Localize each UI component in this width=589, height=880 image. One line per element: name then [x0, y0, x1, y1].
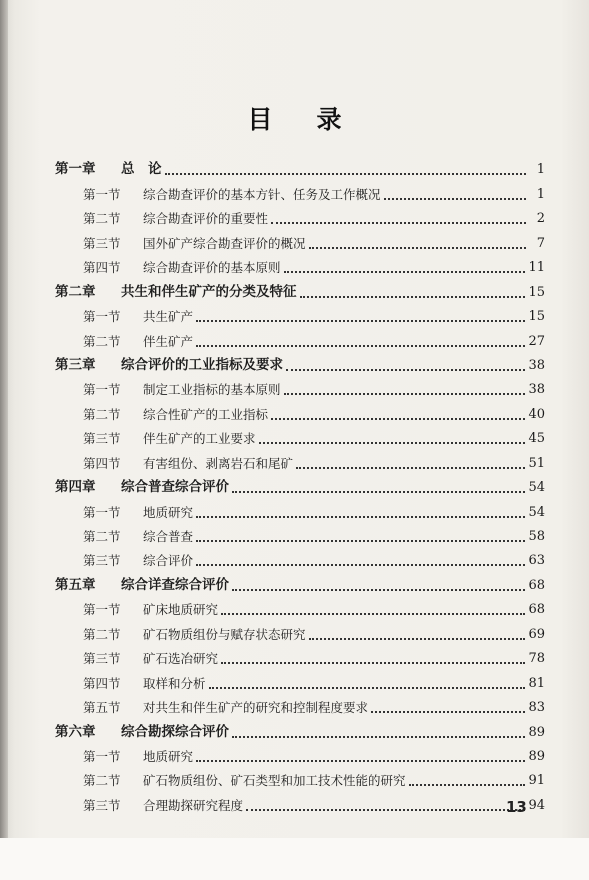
toc-chapter-entry	[55, 350, 545, 374]
toc-page-number: 83	[528, 700, 545, 716]
toc-page-number: 2	[536, 211, 545, 227]
toc-page-number: 38	[528, 382, 545, 398]
dot-leader	[371, 711, 525, 713]
toc-entry-title: 综合普查综合评价	[121, 479, 229, 496]
toc-page-number: 81	[528, 675, 545, 691]
toc-page-number: 94	[528, 797, 545, 813]
toc-page-number: 91	[528, 773, 545, 789]
toc-page-number: 38	[528, 357, 545, 373]
dot-leader	[232, 491, 525, 493]
toc-section-entry	[55, 301, 545, 325]
toc-page-number: 69	[528, 626, 545, 642]
toc-entry-label: 第五章	[55, 576, 96, 593]
toc-entry-label: 第二节	[83, 626, 121, 642]
toc-entry-label: 第五节	[83, 700, 121, 716]
toc-section-entry	[55, 594, 545, 618]
toc-page-number: 40	[528, 406, 545, 422]
toc-entry-title: 制定工业指标的基本原则	[143, 382, 281, 398]
toc-entry-label: 第一节	[83, 504, 121, 520]
toc-entry-title: 矿石物质组份与赋存状态研究	[143, 626, 306, 642]
dot-leader	[286, 369, 525, 371]
toc-entry-label: 第四节	[83, 455, 121, 471]
dot-leader	[221, 613, 525, 615]
toc-section-entry	[55, 643, 545, 667]
dot-leader	[196, 760, 525, 762]
toc-page-number: 89	[528, 724, 545, 740]
toc-entry-title: 合理勘探研究程度	[143, 797, 244, 813]
toc-entry-label: 第一节	[83, 382, 121, 398]
dot-leader	[209, 687, 526, 689]
dot-leader	[196, 320, 525, 322]
toc-entry-label: 第二节	[83, 529, 121, 544]
toc-entry-title: 综合评价	[143, 553, 194, 569]
toc-chapter-entry	[55, 276, 545, 300]
toc-page-number: 1	[536, 186, 545, 202]
dot-leader	[300, 296, 526, 298]
toc-section-entry	[55, 741, 545, 765]
toc-entry-label: 第二章	[55, 283, 96, 300]
toc-entry-title: 伴生矿产的工业要求	[143, 431, 256, 447]
toc-entry-title: 综合勘查评价的基本原则	[143, 260, 281, 276]
toc-entry-label: 第一节	[83, 309, 121, 325]
dot-leader	[284, 393, 526, 395]
toc-entry-label: 第四章	[55, 479, 96, 496]
dot-leader	[196, 516, 525, 518]
toc-entry-title: 总 论	[121, 161, 162, 178]
toc-entry-label: 第三节	[83, 651, 121, 667]
toc-entry-title: 综合普查	[143, 529, 194, 544]
table-of-contents	[55, 154, 545, 814]
dot-leader	[409, 784, 526, 786]
toc-page-number: 11	[528, 260, 545, 276]
toc-page-number: 78	[528, 651, 545, 667]
toc-section-entry	[55, 618, 545, 642]
dot-leader	[296, 467, 525, 469]
toc-page-number: 68	[528, 577, 545, 593]
toc-entry-title: 矿石选冶研究	[143, 651, 219, 667]
toc-entry-title: 综合勘查评价的基本方针、任务及工作概况	[143, 186, 381, 202]
toc-section-entry	[55, 765, 545, 789]
toc-chapter-entry	[55, 569, 545, 593]
toc-entry-title: 综合勘查评价的重要性	[143, 211, 269, 227]
toc-section-entry	[55, 496, 545, 520]
toc-entry-title: 综合勘探综合评价	[121, 723, 229, 740]
toc-entry-label: 第三节	[83, 797, 121, 813]
toc-entry-label: 第二节	[83, 333, 121, 349]
toc-entry-label: 第四节	[83, 675, 121, 691]
toc-entry-label: 第三章	[55, 356, 96, 373]
toc-section-entry	[55, 521, 545, 545]
toc-page-number: 15	[528, 284, 545, 300]
toc-page-number: 54	[528, 504, 545, 520]
toc-page-number: 45	[528, 431, 545, 447]
toc-section-entry	[55, 692, 545, 716]
toc-page-number: 15	[528, 309, 545, 325]
toc-entry-title: 综合评价的工业指标及要求	[121, 356, 283, 373]
toc-entry-label: 第一节	[83, 602, 121, 618]
dot-leader	[271, 418, 525, 420]
dot-leader	[309, 247, 526, 249]
scan-bottom-margin	[0, 838, 589, 880]
toc-entry-title: 伴生矿产	[143, 333, 194, 349]
toc-page-number: 54	[528, 480, 545, 496]
toc-entry-title: 地质研究	[143, 748, 194, 764]
toc-entry-label: 第一节	[83, 748, 121, 764]
page-number-footer: 13	[506, 798, 527, 816]
toc-section-entry	[55, 398, 545, 422]
toc-entry-title: 综合性矿产的工业指标	[143, 406, 269, 422]
toc-section-entry	[55, 252, 545, 276]
toc-entry-title: 综合详查综合评价	[121, 576, 229, 593]
dot-leader	[259, 442, 526, 444]
toc-section-entry	[55, 178, 545, 202]
toc-page-number: 7	[536, 235, 545, 251]
toc-entry-title: 国外矿产综合勘查评价的概况	[143, 235, 306, 251]
toc-page-number: 89	[528, 748, 545, 764]
toc-entry-label: 第一节	[83, 186, 121, 202]
dot-leader	[246, 809, 525, 811]
dot-leader	[384, 198, 526, 200]
toc-page-number: 27	[528, 333, 545, 349]
toc-entry-label: 第二节	[83, 211, 121, 227]
toc-entry-title: 对共生和伴生矿产的研究和控制程度要求	[143, 700, 369, 716]
dot-leader	[196, 345, 525, 347]
toc-entry-label: 第三节	[83, 235, 121, 251]
dot-leader	[309, 638, 526, 640]
toc-page-number: 1	[536, 162, 545, 178]
dot-leader	[284, 271, 526, 273]
toc-page-number: 68	[528, 602, 545, 618]
toc-section-entry	[55, 227, 545, 251]
toc-section-entry	[55, 203, 545, 227]
toc-page-number: 58	[528, 529, 545, 544]
toc-entry-title: 有害组份、剥离岩石和尾矿	[143, 455, 294, 471]
toc-entry-title: 共生矿产	[143, 309, 194, 325]
toc-entry-label: 第六章	[55, 723, 96, 740]
toc-chapter-entry	[55, 154, 545, 178]
toc-section-entry	[55, 423, 545, 447]
toc-entry-label: 第四节	[83, 260, 121, 276]
toc-entry-title: 矿床地质研究	[143, 602, 219, 618]
toc-entry-title: 取样和分析	[143, 675, 206, 691]
toc-entry-title: 矿石物质组份、矿石类型和加工技术性能的研究	[143, 773, 406, 789]
dot-leader	[196, 540, 525, 542]
toc-entry-title: 共生和伴生矿产的分类及特征	[121, 283, 297, 300]
dot-leader	[165, 173, 527, 175]
dot-leader	[232, 736, 525, 738]
toc-entry-label: 第二节	[83, 406, 121, 422]
toc-entry-label: 第三节	[83, 431, 121, 447]
toc-section-entry	[55, 667, 545, 691]
toc-section-entry	[55, 447, 545, 471]
toc-section-entry	[55, 789, 545, 813]
dot-leader	[221, 662, 525, 664]
toc-page-number: 51	[528, 455, 545, 471]
toc-section-entry	[55, 545, 545, 569]
dot-leader	[196, 564, 525, 566]
toc-chapter-entry	[55, 472, 545, 496]
dot-leader	[271, 222, 526, 224]
toc-section-entry	[55, 325, 545, 349]
toc-chapter-entry	[55, 716, 545, 740]
toc-entry-label: 第二节	[83, 773, 121, 789]
page-title: 目录	[247, 105, 386, 134]
dot-leader	[232, 589, 525, 591]
toc-entry-label: 第一章	[55, 161, 96, 178]
toc-entry-title: 地质研究	[143, 504, 194, 520]
toc-entry-label: 第三节	[83, 553, 121, 569]
toc-page-number: 63	[528, 553, 545, 569]
toc-section-entry	[55, 374, 545, 398]
